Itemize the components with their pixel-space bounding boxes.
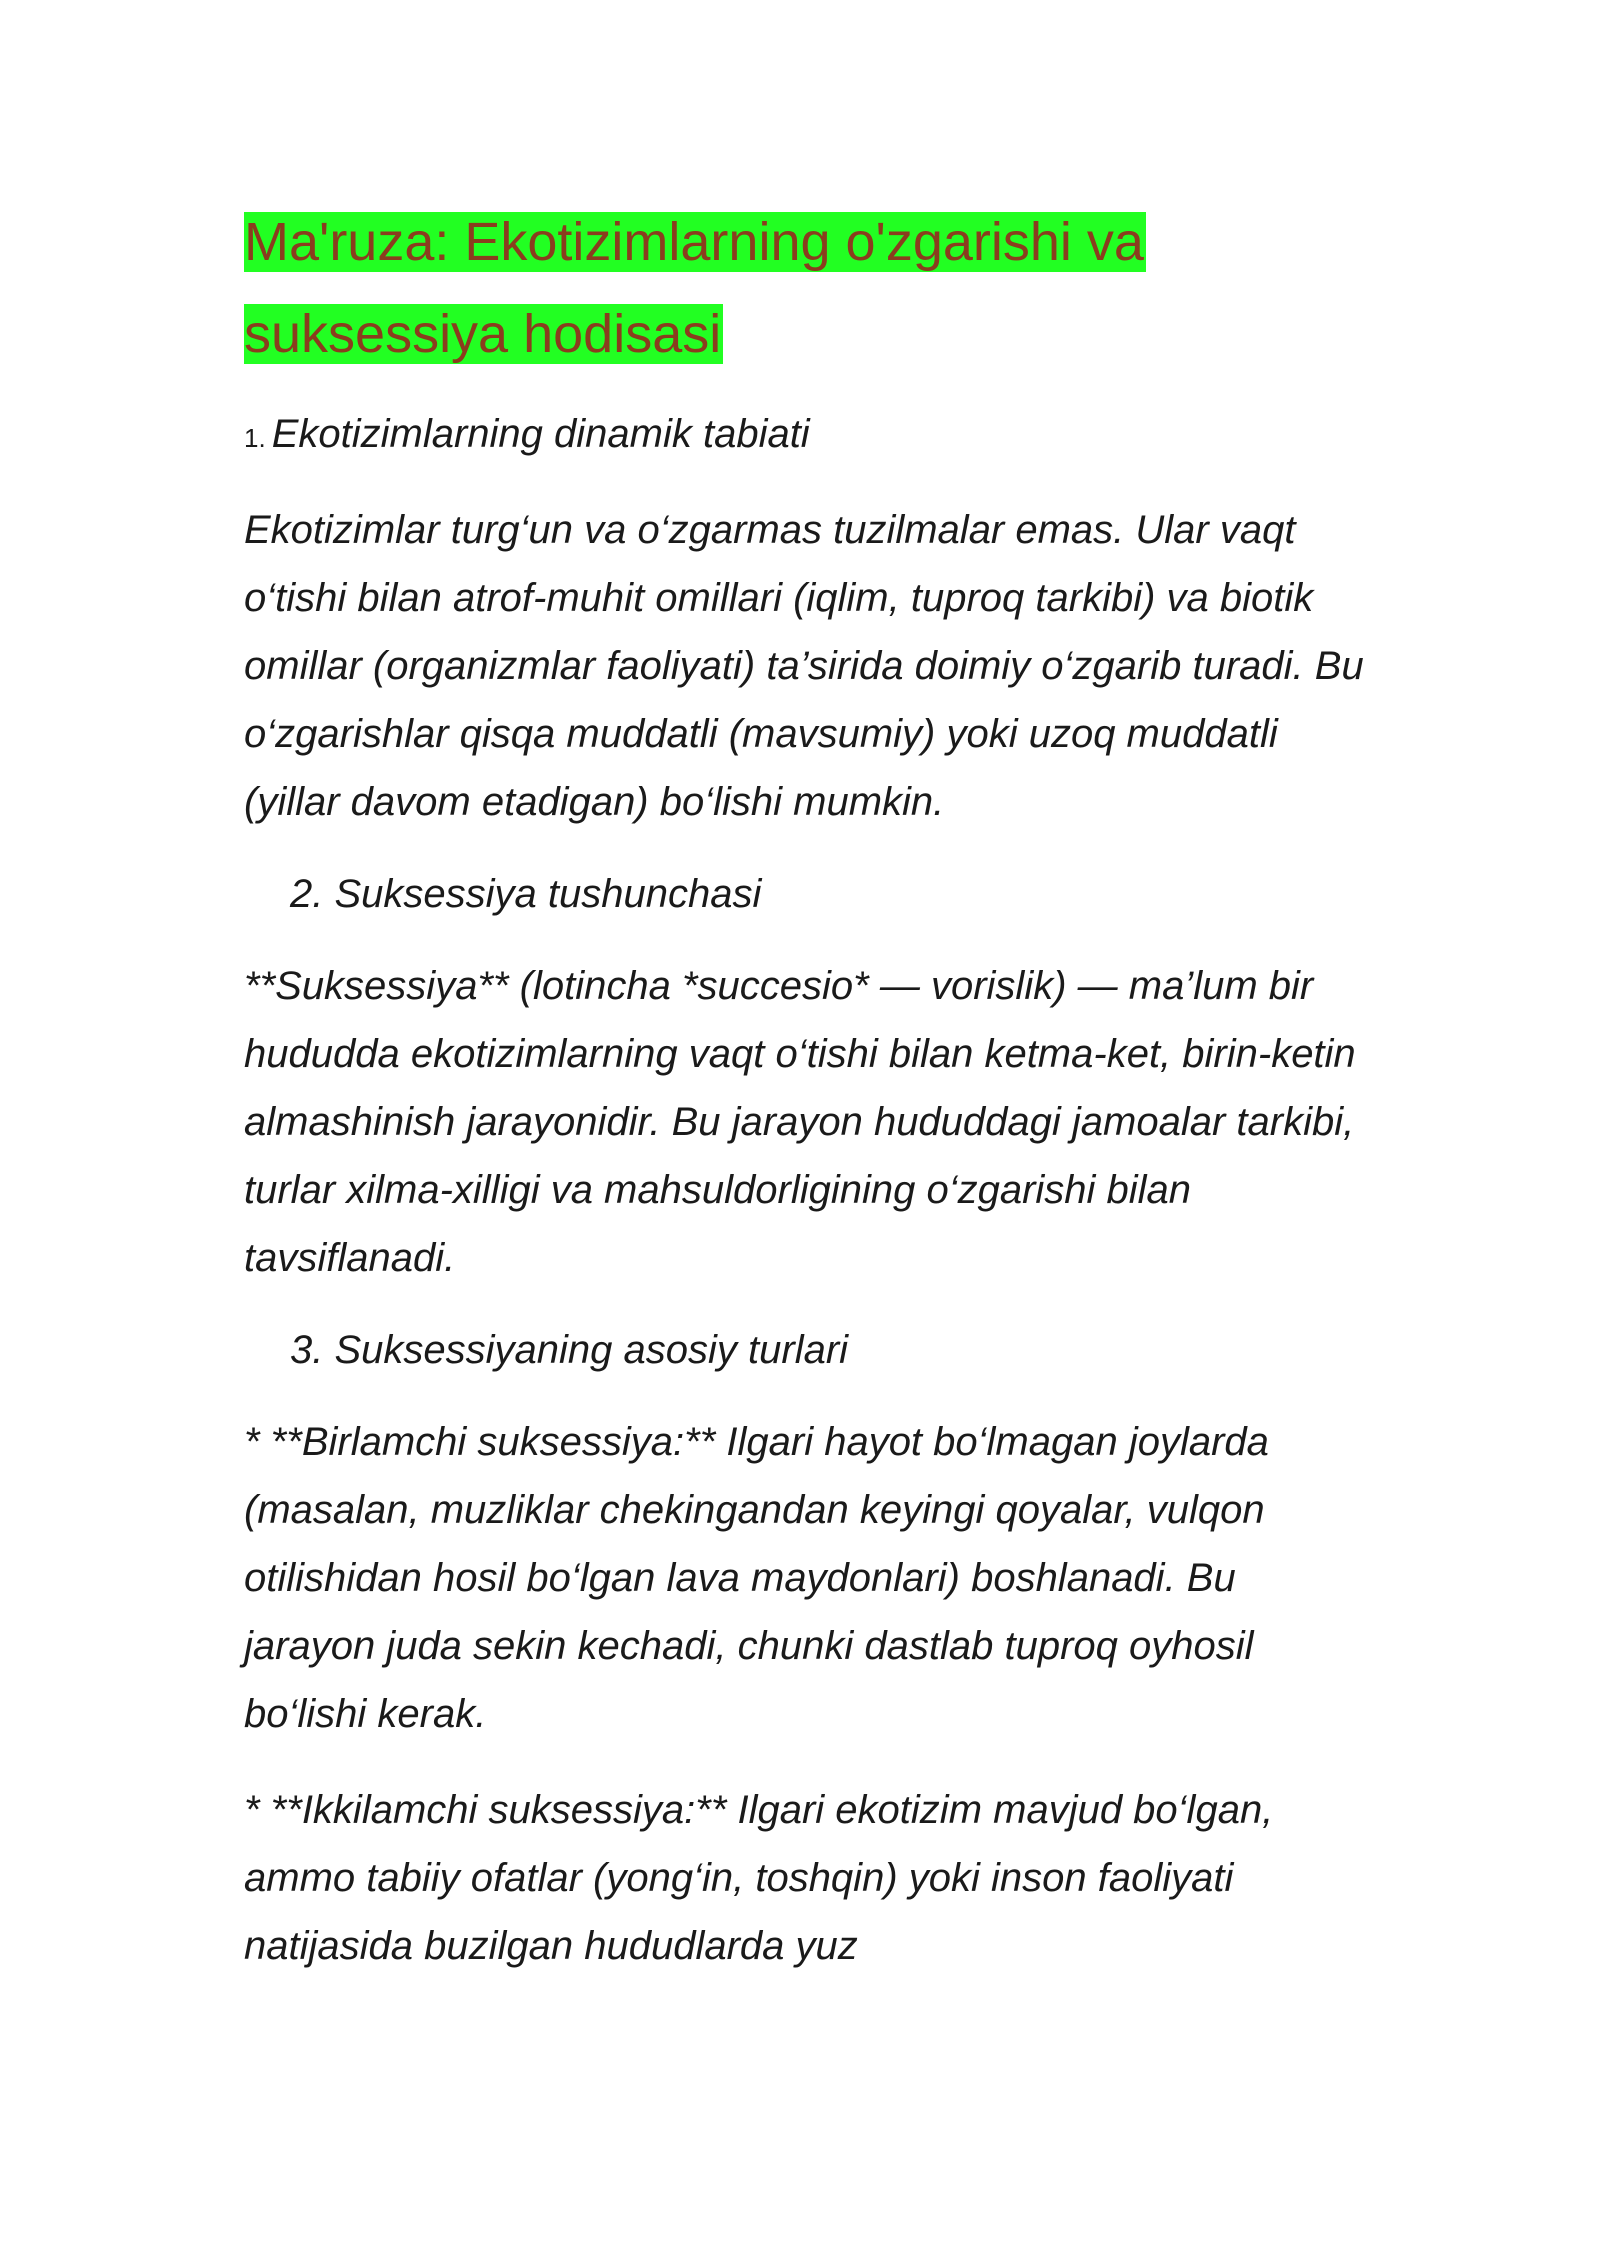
section-3-item-secondary: * **Ikkilamchi suksessiya:** Ilgari ekotizim mavjud bo‘lgan, ammo tabiiy ofatlar (yong‘in, toshqin) yoki inson faoliyati natijasida buzilgan hududlarda yuz xyxy=(244,1788,1274,1968)
section-1-number: 1. xyxy=(244,423,266,453)
title-line-1: Ma'ruza: Ekotizimlarning o'zgarishi va xyxy=(244,212,1144,272)
section-1-paragraph: Ekotizimlar turg‘un va o‘zgarmas tuzilmalar emas. Ular vaqt o‘tishi bilan atrof-muhit omillari (iqlim, tuproq tarkibi) va biotik omillar (organizmlar faoliyati) ta’sirida doimiy o‘zgarib turadi. Bu o‘zgarishlar qisqa muddatli (mavsumiy) yoki uzoq muddatli (yillar davom etadigan) bo‘lishi mumkin. xyxy=(244,508,1364,824)
section-2-paragraph: **Suksessiya** (lotincha *succesio* — vorislik) — ma’lum bir hududda ekotizimlarning vaqt o‘tishi bilan ketma-ket, birin-ketin almashinish jarayonidir. Bu jarayon hududdagi jamoalar tarkibi, turlar xilma-xilligi va mahsuldorligining o‘zgarishi bilan tavsiflanadi. xyxy=(244,964,1356,1280)
section-3-heading: 3. Suksessiyaning asosiy turlari xyxy=(290,1328,849,1372)
document-content xyxy=(244,196,1364,1980)
section-1-heading xyxy=(244,404,1364,468)
section-2-heading: 2. Suksessiya tushunchasi xyxy=(290,872,762,916)
section-3-item-primary: * **Birlamchi suksessiya:** Ilgari hayot bo‘lmagan joylarda (masalan, muzliklar chekingandan keyingi qoyalar, vulqon otilishidan hosil bo‘lgan lava maydonlari) boshlanadi. Bu jarayon juda sekin kechadi, chunki dastlab tuproq oyhosil bo‘lishi kerak. xyxy=(244,1420,1269,1736)
section-1-heading-text: Ekotizimlarning dinamik tabiati xyxy=(271,412,810,456)
title-line-2: suksessiya hodisasi xyxy=(244,304,722,364)
document-title xyxy=(244,196,1364,380)
